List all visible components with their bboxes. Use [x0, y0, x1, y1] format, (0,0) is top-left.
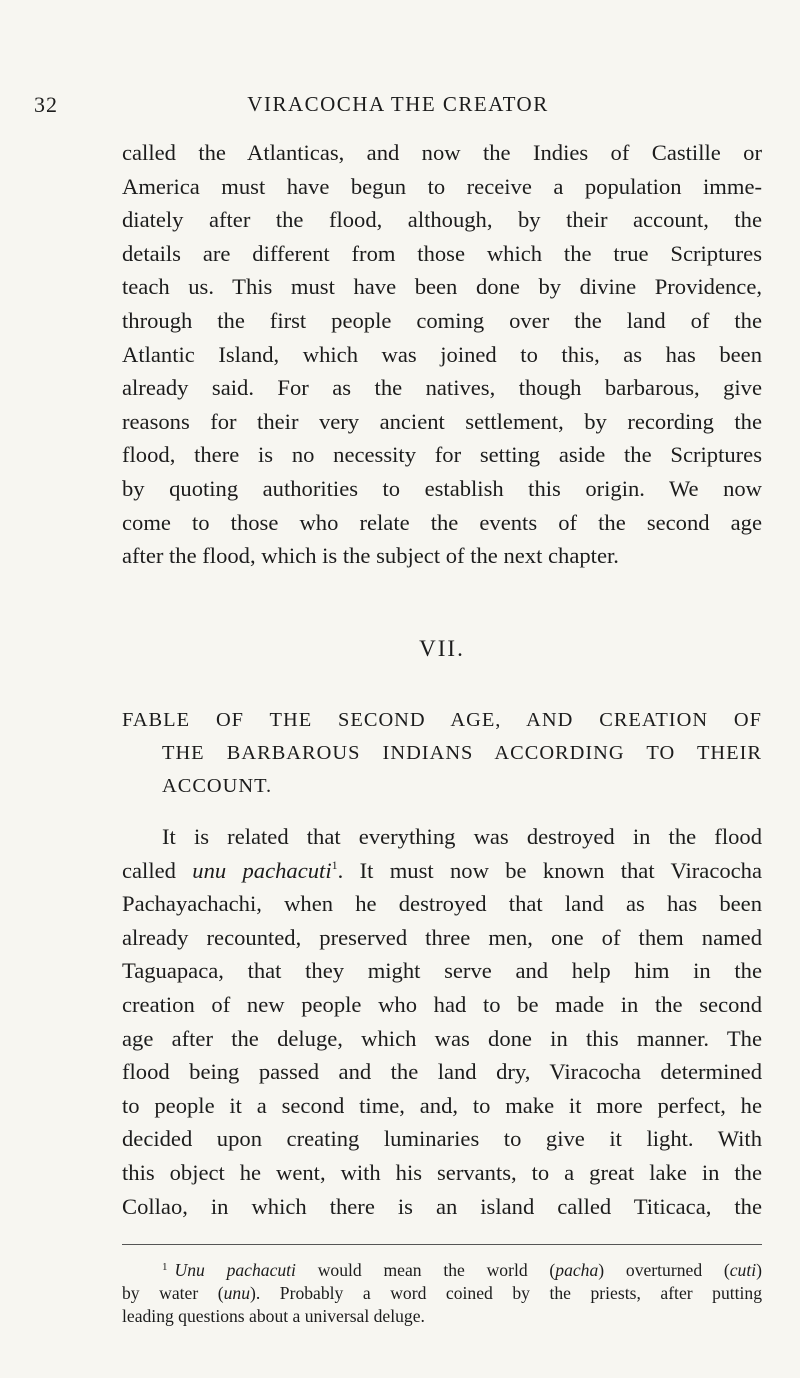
text-run: ). Probably a word coined by the priests, after putting — [250, 1283, 762, 1303]
page-header — [34, 92, 762, 122]
italic-term: unu pachacuti — [192, 857, 332, 883]
text-run: . It must now be known that Viracocha — [337, 857, 763, 883]
text-line: details are different from those which the true Scriptures — [122, 240, 762, 266]
text-line: come to those who relate the events of the second age — [122, 509, 762, 535]
text-run: ) — [756, 1260, 762, 1280]
text-line: by quoting authorities to establish this origin. We now — [122, 475, 762, 501]
text-line: already said. For as the natives, though barbarous, give — [122, 375, 762, 401]
text-run: by water ( — [122, 1283, 224, 1303]
text-line: Atlantic Island, which was joined to this, as has been — [122, 341, 762, 367]
text-line: Pachayachachi, when he destroyed that land as has been — [122, 891, 762, 917]
text-line: to people it a second time, and, to make it more perfect, he — [122, 1092, 762, 1118]
text-line: flood being passed and the land dry, Viracocha determined — [122, 1059, 762, 1085]
footnote-divider — [122, 1244, 762, 1245]
text-line: Taguapaca, that they might serve and help him in the — [122, 958, 762, 984]
text-line: after the flood, which is the subject of the next chapter. — [122, 543, 619, 569]
text-line: already recounted, preserved three men, one of them named — [122, 924, 762, 950]
footnote-line — [122, 1282, 762, 1305]
text-line: It is related that everything was destroyed in the flood — [162, 824, 762, 849]
italic-term: cuti — [729, 1260, 757, 1280]
chapter-title-line: FABLE OF THE SECOND AGE, AND CREATION OF — [122, 709, 762, 731]
footnote — [122, 1256, 762, 1328]
text-line: through the first people coming over the land of the — [122, 307, 762, 333]
footnote-line: leading questions about a universal deluge. — [122, 1306, 425, 1326]
text-line: reasons for their very ancient settlement, by recording the — [122, 408, 762, 434]
text-run: would mean the world ( — [295, 1260, 556, 1280]
text-line — [122, 854, 762, 888]
text-line: diately after the flood, although, by their account, the — [122, 207, 762, 233]
italic-term: Unu pachacuti — [174, 1260, 296, 1280]
paragraph-1 — [122, 136, 762, 573]
text-line: creation of new people who had to be made in the second — [122, 991, 762, 1017]
chapter-title-line: ACCOUNT. — [162, 775, 273, 797]
running-title: VIRACOCHA THE CREATOR — [247, 92, 549, 116]
paragraph-2 — [122, 820, 762, 1223]
text-line: Collao, in which there is an island called Titicaca, the — [122, 1193, 762, 1219]
footnote-line — [122, 1256, 762, 1282]
italic-term: unu — [223, 1283, 250, 1303]
chapter-number: VII. — [419, 636, 465, 661]
page-number: 32 — [34, 92, 58, 117]
text-line: decided upon creating luminaries to give it light. With — [122, 1126, 762, 1152]
text-run: ) overturned ( — [598, 1260, 730, 1280]
chapter-title — [122, 704, 762, 803]
footnote-marker: 1 — [162, 1261, 168, 1273]
text-line: America must have begun to receive a population imme- — [122, 173, 762, 199]
chapter-title-line: THE BARBAROUS INDIANS ACCORDING TO THEIR — [162, 742, 762, 764]
text-line: age after the deluge, which was done in this manner. The — [122, 1025, 762, 1051]
text-line: teach us. This must have been done by divine Providence, — [122, 274, 762, 300]
text-line: called the Atlanticas, and now the Indies of Castille or — [122, 140, 762, 165]
footnote-reference[interactable]: 1 — [331, 857, 338, 872]
text-line: flood, there is no necessity for setting aside the Scriptures — [122, 442, 762, 468]
text-run: called — [122, 857, 193, 883]
text-line: this object he went, with his servants, to a great lake in the — [122, 1159, 762, 1185]
italic-term: pacha — [555, 1260, 599, 1280]
